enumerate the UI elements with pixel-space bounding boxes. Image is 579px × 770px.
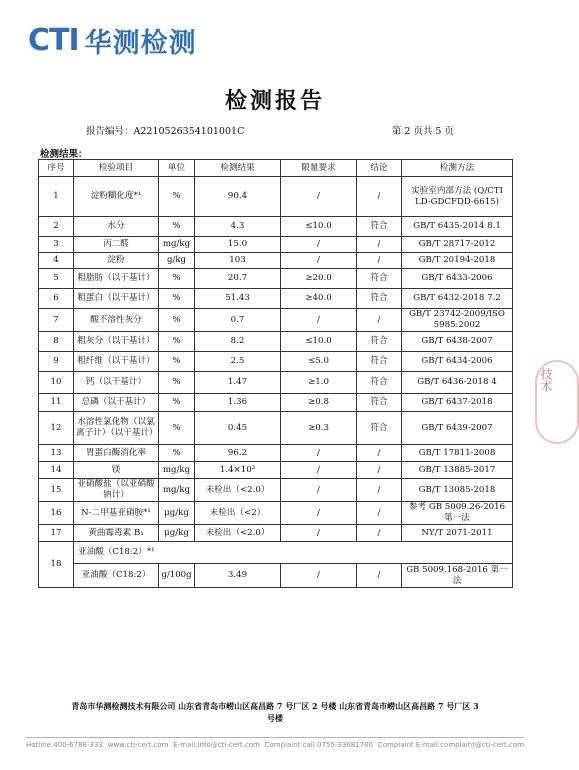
col-header-item: 检验项目 [74, 160, 159, 177]
cell-result: 103 [195, 253, 281, 269]
cell-conclusion: 符合 [357, 217, 402, 237]
footer-divider [26, 737, 524, 738]
cell-conclusion: 符合 [357, 394, 402, 412]
table-row [39, 394, 513, 412]
cell-conclusion: / [357, 564, 402, 588]
cell-item: N-二甲基亚硝胺*¹ [74, 502, 159, 525]
cell-item: 黄曲霉毒素 B₁ [74, 525, 159, 542]
cell-unit: % [159, 269, 195, 289]
cell-limit: ≥1.0 [281, 372, 357, 394]
cell-no: 9 [39, 352, 74, 372]
cell-unit: mg/kg [159, 462, 195, 479]
cell-limit: / [281, 462, 357, 479]
table-row [39, 332, 513, 352]
cell-no: 13 [39, 445, 74, 462]
footer-address: 青岛市华测检测技术有限公司 山东省青岛市崂山区高昌路 7 号厂区 2 号楼 山东省青岛市崂山区高昌路 7 号厂区 3 号楼 [71, 701, 479, 723]
cell-result: 未检出（<2.0） [195, 525, 281, 542]
cell-method: 实验室内部方法 (Q/CTI LD-GDCFDD-6615) [402, 177, 513, 217]
cell-no: 2 [39, 217, 74, 237]
cell-no: 11 [39, 394, 74, 412]
col-header-no: 序号 [39, 160, 74, 177]
report-title: 检测报告 [224, 88, 325, 114]
cell-method: GB/T 6439-2007 [402, 412, 513, 445]
cell-conclusion: 符合 [357, 372, 402, 394]
cell-no: 15 [39, 479, 74, 502]
cell-method: GB/T 17811-2008 [402, 445, 513, 462]
col-header-unit: 单位 [159, 160, 195, 177]
cell-limit: ≥20.0 [281, 269, 357, 289]
cell-unit: % [159, 445, 195, 462]
cell-no: 6 [39, 289, 74, 309]
cell-item: 粗纤维（以干基计） [74, 352, 159, 372]
table-row [39, 479, 513, 502]
cell-limit: ≥0.3 [281, 412, 357, 445]
cell-method: GB/T 6438-2007 [402, 332, 513, 352]
table-row [39, 309, 513, 332]
cell-unit: % [159, 177, 195, 217]
cell-conclusion: 符合 [357, 352, 402, 372]
cell-limit: / [281, 445, 357, 462]
cell-result: 未检出（<2） [195, 502, 281, 525]
company-logo [28, 22, 197, 58]
cell-result: 未检出（<2.0） [195, 479, 281, 502]
footer-website[interactable]: www.cti-cert.com [107, 741, 169, 749]
table-row [39, 372, 513, 394]
table-row [39, 237, 513, 253]
cell-unit: % [159, 394, 195, 412]
cell-limit: / [281, 237, 357, 253]
table-row [39, 462, 513, 479]
cell-group-label: 亚油酸（C18:2）*¹ [74, 542, 513, 564]
cell-method: GB/T 13885-2017 [402, 462, 513, 479]
cell-conclusion: 符合 [357, 332, 402, 352]
cell-limit: / [281, 525, 357, 542]
cell-method: GB/T 6437-2018 [402, 394, 513, 412]
cell-limit: / [281, 479, 357, 502]
cell-method: GB/T 6434-2006 [402, 352, 513, 372]
col-header-limit: 限量要求 [281, 160, 357, 177]
cell-item: 酸不溶性灰分 [74, 309, 159, 332]
cell-result: 0.45 [195, 412, 281, 445]
cell-limit: ≤5.0 [281, 352, 357, 372]
cell-result: 3.49 [195, 564, 281, 588]
cell-unit: % [159, 352, 195, 372]
cell-conclusion: / [357, 462, 402, 479]
cell-no: 4 [39, 253, 74, 269]
cell-conclusion: / [357, 253, 402, 269]
logo-mark: CTI [28, 22, 79, 58]
cell-method: GB 5009.168-2016 第一法 [402, 564, 513, 588]
cell-item: 亚硝酸盐（以亚硝酸钠计） [74, 479, 159, 502]
cell-no: 16 [39, 502, 74, 525]
footer-hotline: Hotline:400-6788-333 [26, 741, 103, 749]
cell-unit: μg/kg [159, 525, 195, 542]
cell-unit: % [159, 309, 195, 332]
cell-result: 4.3 [195, 217, 281, 237]
cell-limit: / [281, 564, 357, 588]
col-header-conclusion: 结论 [357, 160, 402, 177]
footer-email[interactable]: E-mail:info@cti-cert.com [173, 741, 260, 749]
cell-no: 8 [39, 332, 74, 352]
table-row [39, 217, 513, 237]
cell-item: 淀粉糊化度*¹ [74, 177, 159, 217]
cell-no: 3 [39, 237, 74, 253]
cell-method: GB/T 20194-2018 [402, 253, 513, 269]
cell-no: 10 [39, 372, 74, 394]
cell-item: 钙（以干基计） [74, 372, 159, 394]
cell-result: 1.47 [195, 372, 281, 394]
cell-result: 20.7 [195, 269, 281, 289]
page-number: 第 2 页共 5 页 [391, 126, 454, 137]
table-row [39, 289, 513, 309]
cell-result: 90.4 [195, 177, 281, 217]
cell-conclusion: / [357, 237, 402, 253]
cell-conclusion: 符合 [357, 269, 402, 289]
seal-stamp-text: 技术 [539, 368, 553, 392]
cell-no: 1 [39, 177, 74, 217]
cell-unit: % [159, 217, 195, 237]
cell-limit: ≥40.0 [281, 289, 357, 309]
cell-limit: / [281, 502, 357, 525]
col-header-method: 检测方法 [402, 160, 513, 177]
table-row [39, 542, 513, 564]
cell-item: 淀粉 [74, 253, 159, 269]
results-table [38, 159, 513, 588]
cell-result: 8.2 [195, 332, 281, 352]
cell-method: GB/T 6433-2006 [402, 269, 513, 289]
cell-item: 水分 [74, 217, 159, 237]
cell-method: GB/T 6435-2014 8.1 [402, 217, 513, 237]
cell-conclusion: / [357, 479, 402, 502]
cell-result: 96.2 [195, 445, 281, 462]
report-number: 报告编号：A2210526354101001C [86, 126, 245, 137]
footer-complaint-email[interactable]: Complaint E-mail:complaint@cti-cert.com [377, 741, 524, 749]
cell-no: 14 [39, 462, 74, 479]
cell-result: 1.4×10³ [195, 462, 281, 479]
col-header-result: 检测结果 [195, 160, 281, 177]
cell-item: 亚油酸（C18:2） [74, 564, 159, 588]
cell-unit: % [159, 372, 195, 394]
cell-method: 参考 GB 5009.26-2016 第一法 [402, 502, 513, 525]
cell-method: GB/T 6436-2018 4 [402, 372, 513, 394]
cell-limit: ≤10.0 [281, 217, 357, 237]
table-row [39, 177, 513, 217]
cell-item: 胃蛋白酶消化率 [74, 445, 159, 462]
cell-no: 12 [39, 412, 74, 445]
cell-unit: mg/kg [159, 479, 195, 502]
cell-limit: / [281, 309, 357, 332]
cell-method: GB/T 13085-2018 [402, 479, 513, 502]
table-row [39, 502, 513, 525]
cell-unit: μg/kg [159, 502, 195, 525]
cell-item: 水溶性氯化物（以氯离子计）（以干基计） [74, 412, 159, 445]
logo-chinese-name: 华测检测 [84, 27, 197, 59]
cell-unit: % [159, 332, 195, 352]
table-row [39, 269, 513, 289]
footer-complaint-call: Complaint call:0755-33681700 [264, 741, 374, 749]
cell-item: 粗蛋白（以干基计） [74, 289, 159, 309]
cell-result: 0.7 [195, 309, 281, 332]
cell-conclusion: / [357, 525, 402, 542]
cell-no: 18 [39, 542, 74, 588]
cell-result: 2.5 [195, 352, 281, 372]
table-row [39, 412, 513, 445]
cell-item: 丙二醛 [74, 237, 159, 253]
cell-conclusion: 符合 [357, 289, 402, 309]
cell-unit: g/100g [159, 564, 195, 588]
cell-result: 15.0 [195, 237, 281, 253]
cell-method: GB/T 28717-2012 [402, 237, 513, 253]
cell-result: 1.36 [195, 394, 281, 412]
cell-method: GB/T 23742-2009/ISO 5985:2002 [402, 309, 513, 332]
table-row [39, 564, 513, 588]
cell-item: 粗灰分（以干基计） [74, 332, 159, 352]
cell-conclusion: / [357, 445, 402, 462]
cell-conclusion: / [357, 502, 402, 525]
cell-result: 51.43 [195, 289, 281, 309]
cell-no: 7 [39, 309, 74, 332]
cell-limit: ≤10.0 [281, 332, 357, 352]
cell-item: 总磷（以干基计） [74, 394, 159, 412]
section-title: 检测结果： [40, 149, 88, 160]
cell-unit: % [159, 289, 195, 309]
cell-conclusion: 符合 [357, 412, 402, 445]
cell-method: GB/T 6432-2018 7.2 [402, 289, 513, 309]
cell-unit: mg/kg [159, 237, 195, 253]
table-row [39, 352, 513, 372]
table-row [39, 525, 513, 542]
cell-conclusion: / [357, 177, 402, 217]
cell-limit: ≥0.8 [281, 394, 357, 412]
cell-conclusion: / [357, 309, 402, 332]
cell-item: 粗脂肪（以干基计） [74, 269, 159, 289]
table-row [39, 445, 513, 462]
cell-method: NY/T 2071-2011 [402, 525, 513, 542]
cell-unit: % [159, 412, 195, 445]
cell-limit: / [281, 253, 357, 269]
cell-item: 镁 [74, 462, 159, 479]
cell-no: 5 [39, 269, 74, 289]
footer-contact-bar [26, 741, 524, 749]
table-row [39, 253, 513, 269]
cell-limit: / [281, 177, 357, 217]
cell-no: 17 [39, 525, 74, 542]
cell-unit: g/kg [159, 253, 195, 269]
table-header-row [39, 160, 513, 177]
